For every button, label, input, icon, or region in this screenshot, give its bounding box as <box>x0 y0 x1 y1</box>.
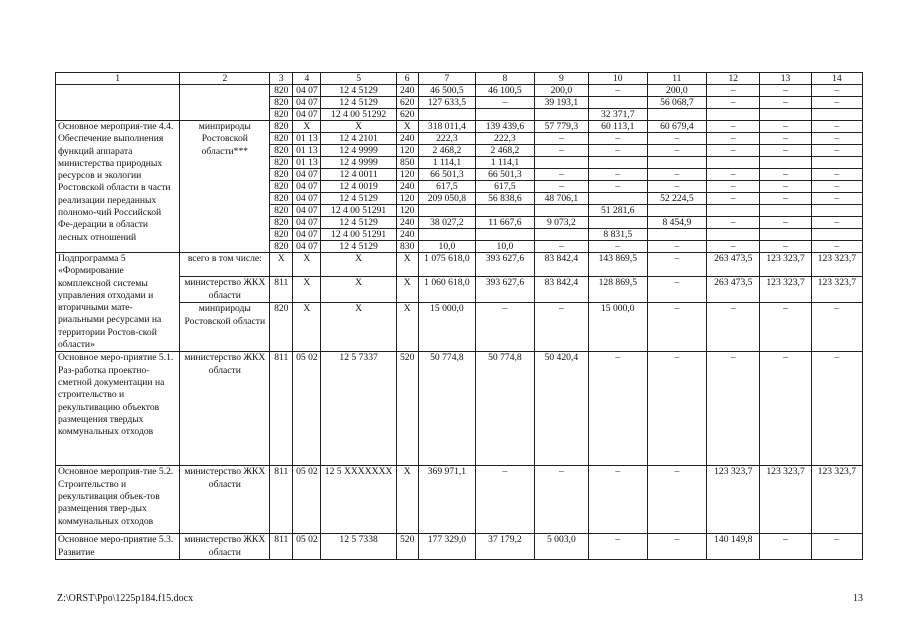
table-cell: 820 <box>270 181 293 193</box>
table-cell: 127 633,5 <box>418 97 475 109</box>
table-cell: 820 <box>270 133 293 145</box>
table-cell: – <box>811 181 862 193</box>
table-cell: – <box>647 133 707 145</box>
table-cell: – <box>647 241 707 253</box>
table-cell: 56 838,6 <box>476 193 535 205</box>
table-cell: X <box>396 466 418 534</box>
column-header: 14 <box>811 73 862 85</box>
table-cell: – <box>811 97 862 109</box>
table-cell: 12 4 5129 <box>321 85 396 97</box>
table-cell: 12 4 5129 <box>321 193 396 205</box>
table-cell: X <box>270 253 293 277</box>
executor: всего в том числе: <box>180 253 270 277</box>
table-cell: – <box>589 181 648 193</box>
table-cell: 8 831,5 <box>589 229 648 241</box>
table-cell: – <box>647 352 707 466</box>
table-cell: – <box>476 303 535 352</box>
table-cell: 04 07 <box>293 241 321 253</box>
table-cell: – <box>811 352 862 466</box>
table-cell: – <box>760 193 811 205</box>
table-cell: 1 075 618,0 <box>418 253 475 277</box>
table-cell <box>647 157 707 169</box>
table-cell: 04 07 <box>293 205 321 217</box>
table-cell <box>418 109 475 121</box>
table-cell: – <box>647 253 707 277</box>
table-cell <box>647 205 707 217</box>
table-cell: 617,5 <box>476 181 535 193</box>
table-cell: – <box>647 145 707 157</box>
table-cell: 820 <box>270 97 293 109</box>
table-cell: 1 060 618,0 <box>418 277 475 303</box>
table-cell: 263 473,5 <box>707 253 760 277</box>
table-cell: 50 420,4 <box>534 352 588 466</box>
table-cell: – <box>760 303 811 352</box>
table-cell: 620 <box>396 109 418 121</box>
table-cell: 120 <box>396 145 418 157</box>
column-header: 12 <box>707 73 760 85</box>
table-cell: – <box>589 241 648 253</box>
table-cell: – <box>760 352 811 466</box>
table-cell: – <box>589 169 648 181</box>
table-cell: – <box>760 181 811 193</box>
table-cell: – <box>811 217 862 229</box>
table-cell: 820 <box>270 303 293 352</box>
table-cell: – <box>589 145 648 157</box>
table-cell: – <box>760 133 811 145</box>
table-cell: X <box>321 303 396 352</box>
table-cell: 811 <box>270 352 293 466</box>
table-cell <box>707 205 760 217</box>
table-cell: 60 679,4 <box>647 121 707 133</box>
table-cell: X <box>321 121 396 133</box>
table-cell: 12 5 7338 <box>321 534 396 560</box>
table-cell: 9 073,2 <box>534 217 588 229</box>
table-cell: – <box>811 534 862 560</box>
table-cell: 123 323,7 <box>760 253 811 277</box>
table-cell: 240 <box>396 181 418 193</box>
table-cell: 83 842,4 <box>534 277 588 303</box>
table-cell: – <box>811 193 862 205</box>
table-cell: 12 4 00 51291 <box>321 229 396 241</box>
table-cell: 820 <box>270 109 293 121</box>
table-cell: 12 5 7337 <box>321 352 396 466</box>
table-cell: 209 050,8 <box>418 193 475 205</box>
activity-name: Основное мероприя-тие 4.4. Обеспечение выполнения функций аппарата министерства природных ресурсов и экологии Ростовской области в части реализации переданных полномо-чий Российской Фе-дерации в области лесных отношений <box>56 121 180 253</box>
table-cell: 66 501,3 <box>476 169 535 181</box>
table-cell <box>707 229 760 241</box>
table-cell: 820 <box>270 241 293 253</box>
table-cell: 128 869,5 <box>589 277 648 303</box>
table-cell: 393 627,6 <box>476 253 535 277</box>
table-cell: X <box>396 253 418 277</box>
table-cell: 200,0 <box>647 85 707 97</box>
table-cell: – <box>707 352 760 466</box>
table-cell: 04 07 <box>293 85 321 97</box>
table-cell <box>534 229 588 241</box>
table-cell: 1 114,1 <box>418 157 475 169</box>
table-cell: 123 323,7 <box>760 277 811 303</box>
column-header: 3 <box>270 73 293 85</box>
table-cell: – <box>589 466 648 534</box>
table-cell: 120 <box>396 205 418 217</box>
table-cell <box>589 97 648 109</box>
table-cell <box>589 193 648 205</box>
table-cell: 263 473,5 <box>707 277 760 303</box>
table-cell: 123 323,7 <box>707 466 760 534</box>
table-cell <box>418 205 475 217</box>
activity-name: Основное меро-приятие 5.3. Развитие <box>56 534 180 560</box>
table-cell: – <box>760 145 811 157</box>
table-row <box>56 466 863 534</box>
table-cell: – <box>534 133 588 145</box>
table-cell: – <box>647 277 707 303</box>
table-cell: – <box>760 217 811 229</box>
table-cell <box>811 205 862 217</box>
column-header: 10 <box>589 73 648 85</box>
column-header: 7 <box>418 73 475 85</box>
table-cell: – <box>811 85 862 97</box>
executor: министерство ЖКХ области <box>180 277 270 303</box>
table-row <box>56 352 863 466</box>
executor: министерство ЖКХ области <box>180 466 270 534</box>
table-cell: 8 454,9 <box>647 217 707 229</box>
table-cell: – <box>760 534 811 560</box>
table-cell: 50 774,8 <box>476 352 535 466</box>
table-cell: 12 4 0011 <box>321 169 396 181</box>
table-row <box>56 85 863 97</box>
table-cell: 520 <box>396 352 418 466</box>
table-cell: 140 149,8 <box>707 534 760 560</box>
table-cell: X <box>293 277 321 303</box>
table-cell: 240 <box>396 217 418 229</box>
header-row <box>56 73 863 85</box>
table-cell <box>589 217 648 229</box>
table-cell: 811 <box>270 534 293 560</box>
table-cell <box>811 157 862 169</box>
table-cell: 620 <box>396 97 418 109</box>
table-cell <box>418 229 475 241</box>
table-cell: – <box>534 169 588 181</box>
table-cell: X <box>396 277 418 303</box>
table-cell: 123 323,7 <box>811 253 862 277</box>
table-cell: 120 <box>396 193 418 205</box>
table-cell: 04 07 <box>293 181 321 193</box>
column-header: 8 <box>476 73 535 85</box>
table-cell: 820 <box>270 85 293 97</box>
table-cell: – <box>534 303 588 352</box>
table-cell <box>589 157 648 169</box>
table-cell: – <box>707 241 760 253</box>
program-name-cell <box>56 85 180 121</box>
table-cell: 01 13 <box>293 133 321 145</box>
table-cell <box>476 229 535 241</box>
table-cell: 04 07 <box>293 97 321 109</box>
table-cell: – <box>476 97 535 109</box>
table-cell: 820 <box>270 217 293 229</box>
table-cell <box>760 229 811 241</box>
table-cell: X <box>293 121 321 133</box>
table-cell: 12 4 00 51292 <box>321 109 396 121</box>
table-cell <box>476 205 535 217</box>
table-cell: – <box>647 181 707 193</box>
table-cell: 01 13 <box>293 145 321 157</box>
table-cell: 12 4 5129 <box>321 97 396 109</box>
executor: министерство ЖКХ области <box>180 534 270 560</box>
table-cell: 66 501,3 <box>418 169 475 181</box>
table-cell: 123 323,7 <box>760 466 811 534</box>
table-cell: – <box>707 181 760 193</box>
table-cell: – <box>534 466 588 534</box>
table-cell: – <box>811 145 862 157</box>
table-cell <box>760 157 811 169</box>
table-cell: 46 100,5 <box>476 85 535 97</box>
table-cell <box>534 205 588 217</box>
table-cell: 120 <box>396 169 418 181</box>
table-cell: 318 011,4 <box>418 121 475 133</box>
table-cell: 820 <box>270 169 293 181</box>
table-cell: 10,0 <box>476 241 535 253</box>
executor: минприроды Ростовской области*** <box>180 121 270 253</box>
table-cell: 222,3 <box>418 133 475 145</box>
table-cell: 177 329,0 <box>418 534 475 560</box>
table-cell <box>760 205 811 217</box>
table-cell: – <box>534 181 588 193</box>
column-header: 2 <box>180 73 270 85</box>
table-cell: 10,0 <box>418 241 475 253</box>
column-header: 9 <box>534 73 588 85</box>
table-cell: – <box>760 97 811 109</box>
table-cell <box>647 229 707 241</box>
table-cell: X <box>396 303 418 352</box>
table-cell: 123 323,7 <box>811 277 862 303</box>
table-cell: 820 <box>270 145 293 157</box>
table-cell: 56 068,7 <box>647 97 707 109</box>
budget-table <box>55 72 863 560</box>
table-cell: 05 02 <box>293 534 321 560</box>
table-cell: – <box>811 169 862 181</box>
table-cell: X <box>293 253 321 277</box>
table-cell: – <box>707 97 760 109</box>
table-cell: 12 4 2101 <box>321 133 396 145</box>
table-cell: 04 07 <box>293 109 321 121</box>
executor: министерство ЖКХ области <box>180 352 270 466</box>
table-cell: – <box>534 145 588 157</box>
table-cell <box>811 109 862 121</box>
table-cell: 57 779,3 <box>534 121 588 133</box>
column-header: 6 <box>396 73 418 85</box>
table-cell: – <box>707 133 760 145</box>
table-cell: 04 07 <box>293 193 321 205</box>
table-cell: – <box>811 121 862 133</box>
table-cell: 222,3 <box>476 133 535 145</box>
table-cell: 2 468,2 <box>418 145 475 157</box>
table-cell: 830 <box>396 241 418 253</box>
table-cell: 850 <box>396 157 418 169</box>
table-cell <box>707 109 760 121</box>
table-cell: 11 667,6 <box>476 217 535 229</box>
activity-name: Основное меро-приятие 5.1. Раз-работка проектно-сметной документации на строительство и рекультивацию объектов размещения твердых коммунальных отходов <box>56 352 180 466</box>
column-header: 1 <box>56 73 180 85</box>
table-cell: 820 <box>270 157 293 169</box>
table-cell: 83 842,4 <box>534 253 588 277</box>
table-cell: 32 371,7 <box>589 109 648 121</box>
table-cell: 12 5 XXXXXXX <box>321 466 396 534</box>
table-cell: 143 869,5 <box>589 253 648 277</box>
table-row <box>56 534 863 560</box>
table-cell: – <box>760 85 811 97</box>
table-cell <box>811 229 862 241</box>
table-cell: 240 <box>396 85 418 97</box>
table-cell <box>476 109 535 121</box>
table-cell: 5 003,0 <box>534 534 588 560</box>
table-cell: 12 4 5129 <box>321 241 396 253</box>
activity-name: Основное мероприя-тие 5.2. Строительство и рекультивация объек-тов размещения твер-дых коммунальных отходов <box>56 466 180 534</box>
table-row <box>56 253 863 277</box>
table-cell: – <box>707 217 760 229</box>
table-cell: 820 <box>270 121 293 133</box>
table-cell: – <box>760 241 811 253</box>
table-cell: – <box>707 193 760 205</box>
table-cell: – <box>534 241 588 253</box>
table-cell: 38 027,2 <box>418 217 475 229</box>
table-cell: – <box>707 145 760 157</box>
table-cell: – <box>707 121 760 133</box>
table-cell: – <box>647 466 707 534</box>
column-header: 13 <box>760 73 811 85</box>
table-cell: 811 <box>270 466 293 534</box>
table-cell: – <box>647 534 707 560</box>
table-cell: – <box>476 466 535 534</box>
table-cell: 12 4 9999 <box>321 145 396 157</box>
executor-cell <box>180 85 270 121</box>
table-cell: – <box>760 169 811 181</box>
table-cell: – <box>647 303 707 352</box>
table-cell: 200,0 <box>534 85 588 97</box>
table-cell: 1 114,1 <box>476 157 535 169</box>
column-header: 4 <box>293 73 321 85</box>
table-cell: 369 971,1 <box>418 466 475 534</box>
table-cell: 37 179,2 <box>476 534 535 560</box>
table-cell: 05 02 <box>293 352 321 466</box>
table-cell: 05 02 <box>293 466 321 534</box>
table-cell: 01 13 <box>293 157 321 169</box>
table-cell: 240 <box>396 133 418 145</box>
table-cell: 123 323,7 <box>811 466 862 534</box>
table-cell <box>647 109 707 121</box>
table-cell: – <box>589 85 648 97</box>
table-cell: 50 774,8 <box>418 352 475 466</box>
table-cell <box>534 109 588 121</box>
table-cell: 60 113,1 <box>589 121 648 133</box>
column-header: 5 <box>321 73 396 85</box>
table-cell: 46 500,5 <box>418 85 475 97</box>
table-cell: 04 07 <box>293 229 321 241</box>
table-row <box>56 121 863 133</box>
table-cell: – <box>811 133 862 145</box>
table-cell: – <box>811 303 862 352</box>
table-cell: 12 4 5129 <box>321 217 396 229</box>
table-cell: 51 281,6 <box>589 205 648 217</box>
table-cell: – <box>647 169 707 181</box>
file-path: Z:\ORST\Ppo\1225p184.f15.docx <box>57 593 194 604</box>
table-cell: 820 <box>270 229 293 241</box>
table-cell: 520 <box>396 534 418 560</box>
table-cell: 139 439,6 <box>476 121 535 133</box>
table-cell: 12 4 0019 <box>321 181 396 193</box>
table-cell: – <box>760 121 811 133</box>
table-cell: – <box>707 303 760 352</box>
table-cell <box>534 157 588 169</box>
table-cell: 04 07 <box>293 169 321 181</box>
table-cell <box>760 109 811 121</box>
table-cell: 52 224,5 <box>647 193 707 205</box>
table-cell: 820 <box>270 193 293 205</box>
table-cell: X <box>293 303 321 352</box>
table-cell: 240 <box>396 229 418 241</box>
subprogram-name: Подпрограмма 5 «Формирование комплексной системы управления отходами и вторичными мате-риальными ресурсами на территории Ростов-ской области» <box>56 253 180 352</box>
table-cell: – <box>589 133 648 145</box>
table-cell: – <box>811 241 862 253</box>
table-cell: 48 706,1 <box>534 193 588 205</box>
table-cell: 617,5 <box>418 181 475 193</box>
table-cell: X <box>396 121 418 133</box>
table-cell: 04 07 <box>293 217 321 229</box>
table-cell: 39 193,1 <box>534 97 588 109</box>
table-cell: – <box>707 169 760 181</box>
column-header: 11 <box>647 73 707 85</box>
table-cell: 811 <box>270 277 293 303</box>
table-cell: 820 <box>270 205 293 217</box>
table-cell: 12 4 9999 <box>321 157 396 169</box>
table-cell <box>707 157 760 169</box>
table-cell: 15 000,0 <box>589 303 648 352</box>
table-cell: X <box>321 277 396 303</box>
table-cell: 12 4 00 51291 <box>321 205 396 217</box>
table-cell: 2 468,2 <box>476 145 535 157</box>
executor: минприроды Ростовской области <box>180 303 270 352</box>
table-cell: X <box>321 253 396 277</box>
table-cell: 15 000,0 <box>418 303 475 352</box>
table-cell: 393 627,6 <box>476 277 535 303</box>
table-cell: – <box>589 534 648 560</box>
table-cell: – <box>589 352 648 466</box>
table-cell: – <box>707 85 760 97</box>
page-number: 13 <box>853 593 863 604</box>
